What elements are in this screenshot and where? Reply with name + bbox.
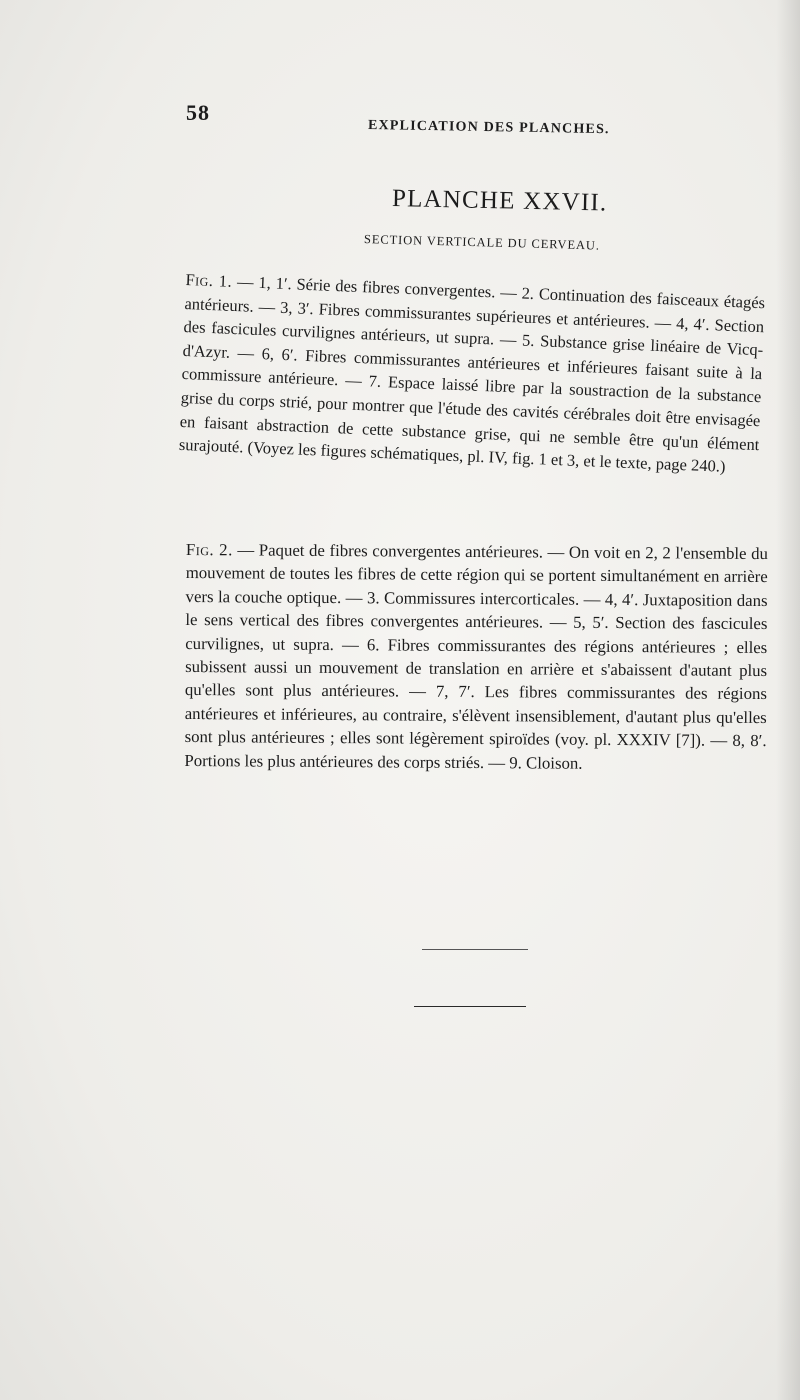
running-head: EXPLICATION DES PLANCHES. bbox=[367, 118, 610, 138]
figure-2-text: — Paquet de fibres convergentes antérieures. — On voit en 2, 2 l'ensemble du mouvement de toutes les fibres de cette région qui se portent simultanément en arrière vers la couche optique. — 3. Commissures intercorticales. — 4, 4′. Juxtaposition dans le sens vertical des fibres convergentes antérieures. — 5, 5′. Section des fascicules curvilignes, ut supra. — 6. Fibres commissurantes des régions antérieures ; elles subissent aussi un mouvement de translation en arrière et s'abaissent d'autant plus qu'elles sont plus antérieures. — 7, 7′. Les fibres commissurantes des régions antérieures et inférieures, au contraire, s'élèvent insensiblement, d'autant plus qu'elles sont plus antérieures ; elles sont légèrement spiroïdes (voy. pl. XXXIV [7]). — 8, 8′. Portions les plus antérieures des corps striés. — 9. Cloison. bbox=[184, 540, 768, 773]
page-number: 58 bbox=[186, 100, 210, 125]
figure-1-text: — 1, 1′. Série des fibres convergentes. — 2. Continuation des faisceaux étagés antérieurs. — 3, 3′. Fibres commissurantes supérieures et antérieures. — 4, 4′. Section des fascicules curvilignes antérieurs, ut supra. — 5. Substance grise linéaire de Vicq-d'Azyr. — 6, 6′. Fibres commissurantes antérieures et inférieures faisant suite à la commissure antérieure. — 7. Espace laissé libre par la soustraction de la substance grise du corps strié, pour montrer que l'étude des cavités cérébrales doit être envisagée en faisant abstraction de cette substance grise, qui ne semble être qu'un élément surajouté. (Voyez les figures schématiques, pl. IV, fig. 1 et 3, et le texte, page 240.) bbox=[178, 271, 766, 476]
plate-subtitle: SECTION VERTICALE DU CERVEAU. bbox=[363, 232, 601, 253]
section-divider-rule bbox=[422, 949, 528, 950]
figure-2-label: Fig. 2. bbox=[185, 539, 233, 560]
figure-1-caption bbox=[178, 268, 765, 480]
plate-title: PLANCHE XXVII. bbox=[391, 185, 608, 217]
section-end-rule bbox=[414, 1006, 526, 1007]
figure-1-label: Fig. 1. bbox=[185, 269, 233, 291]
page-edge-shadow bbox=[776, 0, 800, 1400]
figure-2-caption bbox=[184, 538, 768, 776]
